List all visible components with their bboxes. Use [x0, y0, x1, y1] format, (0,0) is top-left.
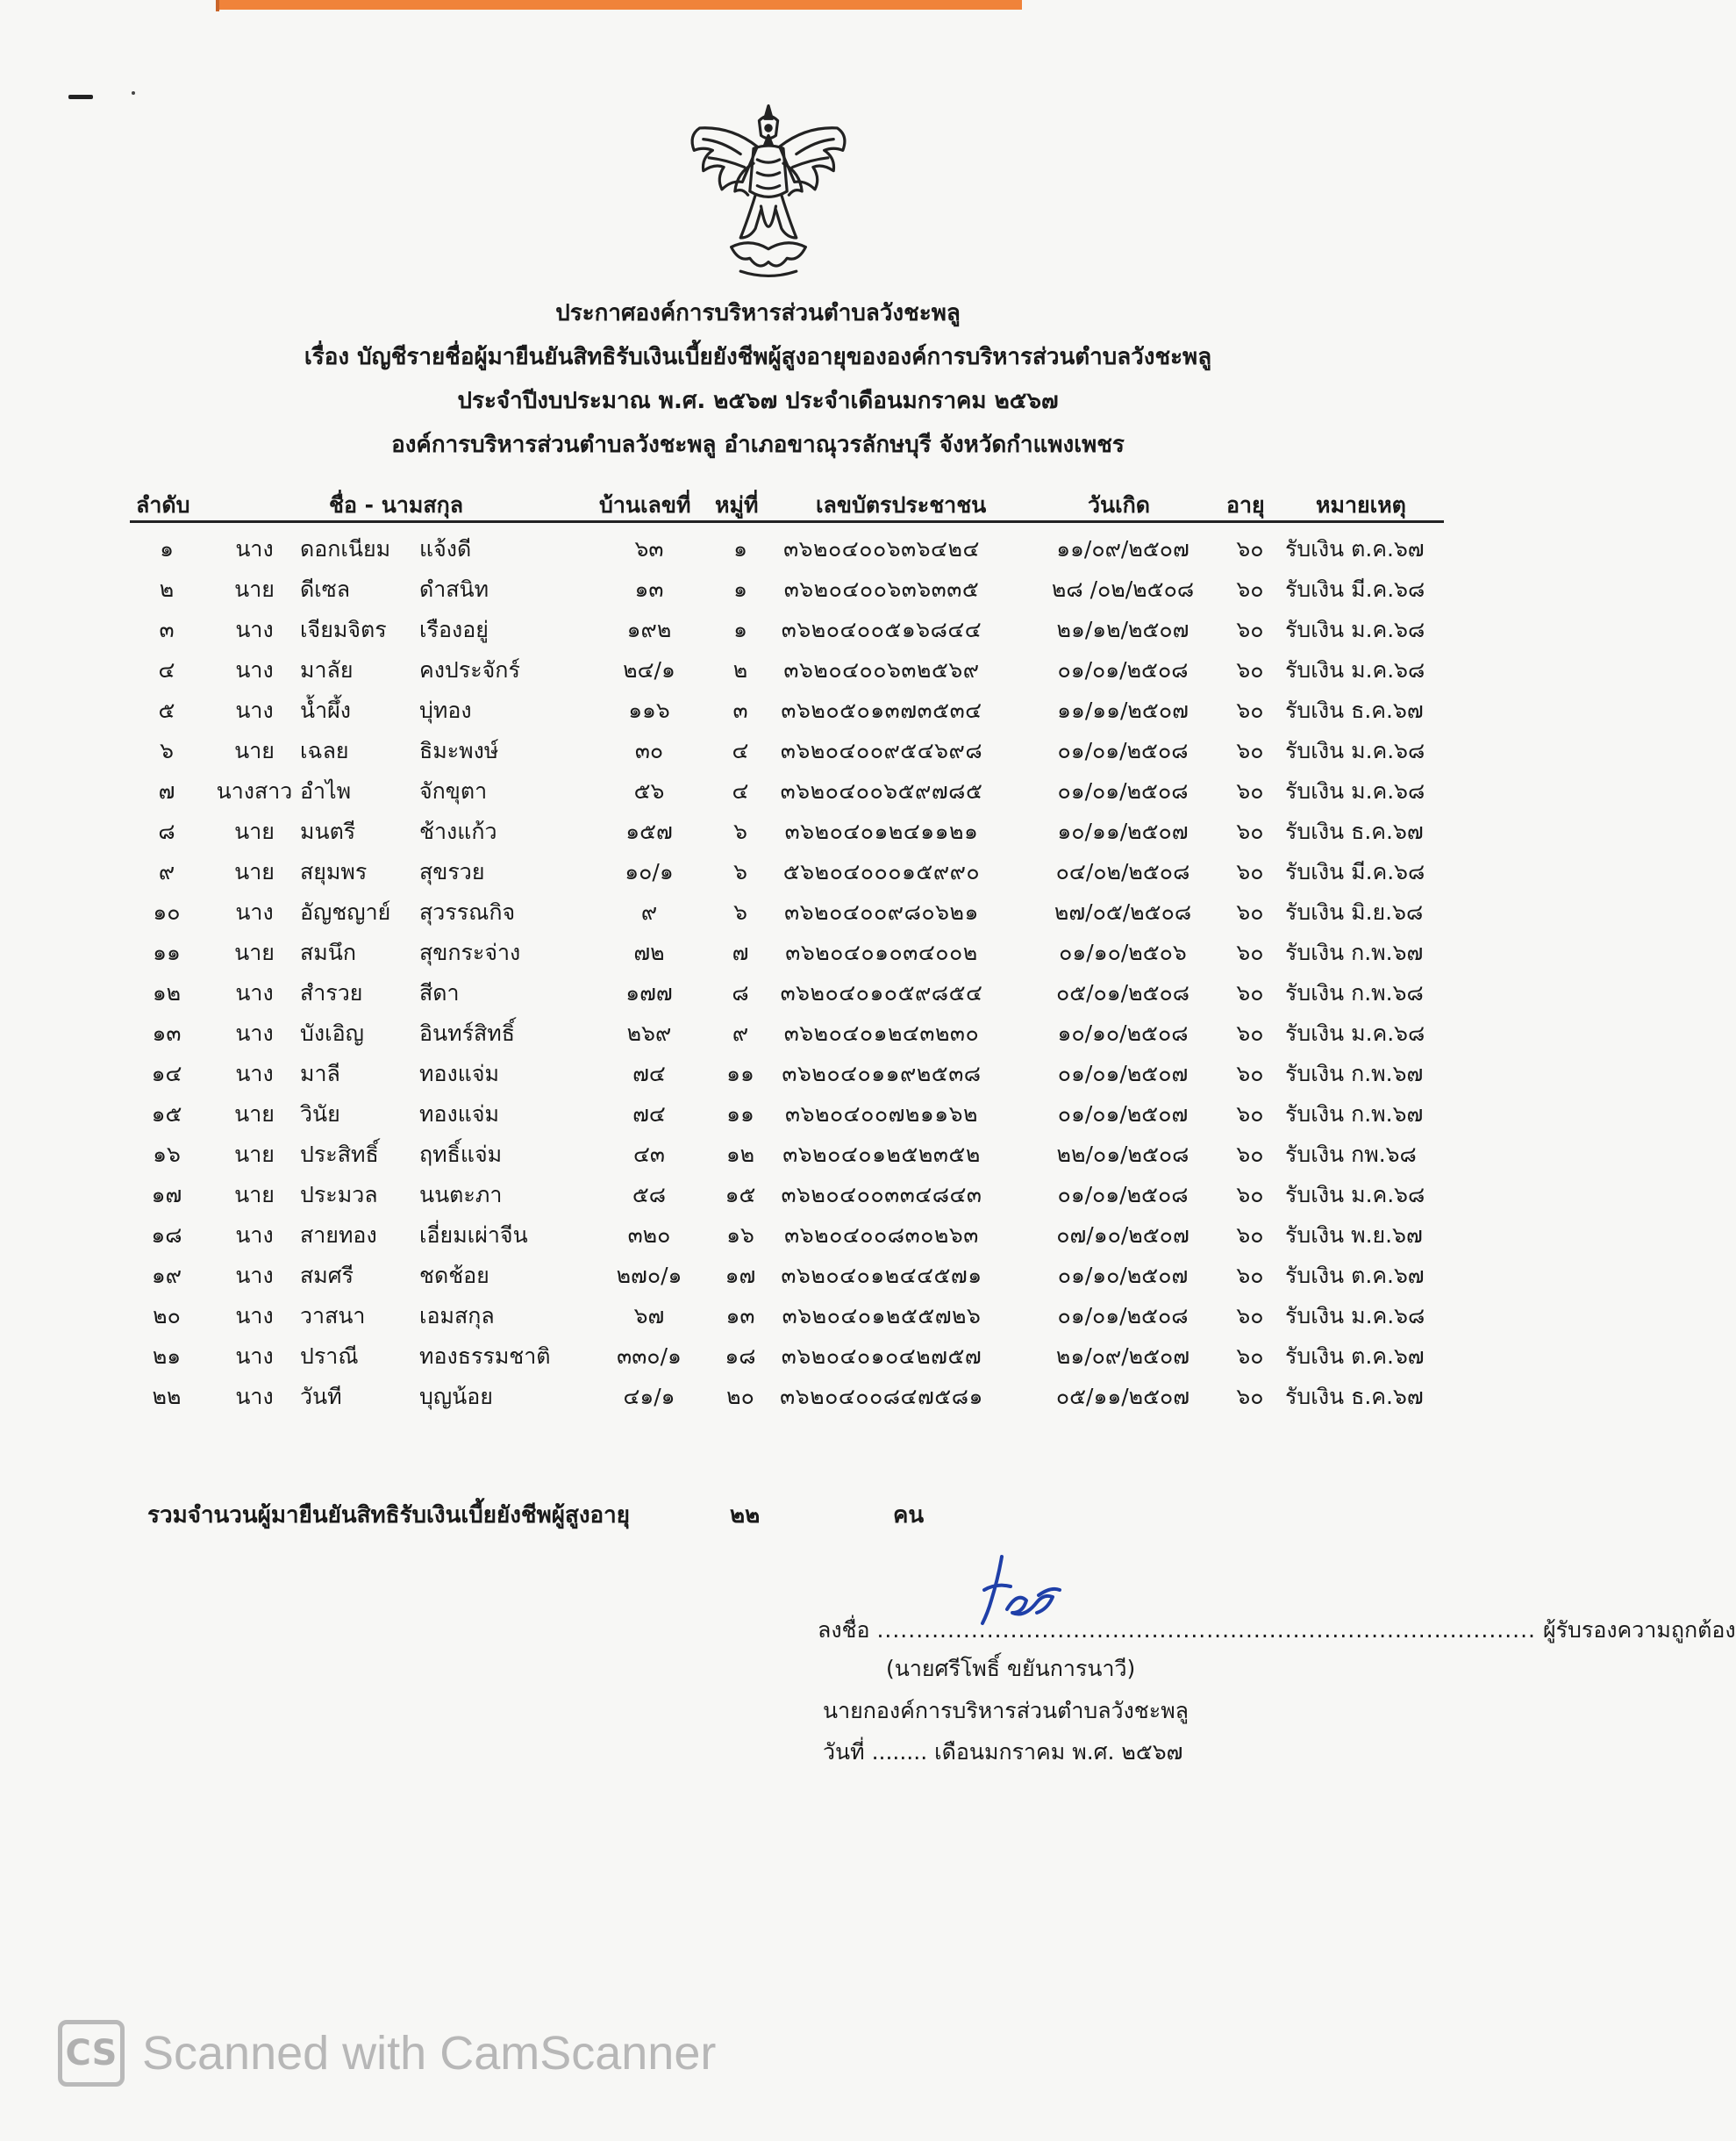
cell-last-name: อินทร์สิทธิ์	[419, 1020, 516, 1046]
table-row	[0, 1172, 1516, 1213]
cell-moo: ๑๖	[726, 1222, 754, 1248]
cell-age: ๖๐	[1236, 576, 1264, 602]
cell-last-name: ทองแจ่ม	[419, 1061, 499, 1086]
cell-first-name: ประมวล	[300, 1182, 378, 1207]
cell-note: รับเงิน ม.ค.๖๘	[1285, 1303, 1425, 1328]
cell-id: ๓๖๒๐๔๐๑๐๔๒๗๕๗	[781, 1343, 982, 1369]
cell-num: ๑	[160, 536, 174, 562]
cell-title: นาง	[235, 1303, 274, 1328]
header-rule	[130, 520, 1444, 523]
cell-id: ๓๖๒๐๔๐๑๒๕๕๗๒๖	[782, 1303, 982, 1328]
cell-house: ๗๔	[632, 1101, 666, 1127]
table-row	[0, 567, 1516, 607]
cell-moo: ๑	[733, 576, 747, 602]
cell-age: ๖๐	[1236, 1343, 1264, 1369]
cell-id: ๓๖๒๐๔๐๐๙๕๔๖๙๘	[780, 738, 983, 763]
table-row	[0, 728, 1516, 769]
cell-id: ๓๖๒๐๔๐๐๖๕๙๗๘๕	[780, 778, 983, 804]
cell-house: ๒๔/๑	[623, 657, 675, 683]
cell-moo: ๑	[733, 536, 747, 562]
cell-house: ๕๘	[632, 1182, 667, 1207]
cell-num: ๑๗	[151, 1182, 182, 1207]
title-line-2: เรื่อง บัญชีรายชื่อผู้มายืนยันสิทธิรับเงินเบี้ยยังชีพผู้สูงอายุขององค์การบริหารส่วนตำบลวังชะพลู	[304, 344, 1212, 370]
cell-note: รับเงิน ต.ค.๖๗	[1285, 1343, 1425, 1369]
cell-first-name: ดีเซล	[300, 576, 351, 602]
cell-birth: ๐๑/๐๑/๒๕๐๗	[1057, 1061, 1189, 1086]
cell-title: นาง	[235, 1020, 274, 1046]
cell-age: ๖๐	[1236, 1182, 1264, 1207]
cell-birth: ๐๑/๑๐/๒๕๐๗	[1057, 1263, 1189, 1288]
cell-title: นาง	[235, 698, 274, 723]
cell-age: ๖๐	[1236, 980, 1264, 1006]
cell-last-name: ทองธรรมชาติ	[419, 1343, 551, 1369]
cell-moo: ๒๐	[726, 1384, 754, 1409]
cell-moo: ๑๑	[726, 1061, 754, 1086]
cell-title: นาง	[235, 536, 274, 562]
cell-house: ๑๙๒	[626, 617, 672, 642]
cell-title: นาย	[234, 576, 275, 602]
cell-first-name: สมศรี	[300, 1263, 354, 1288]
cell-moo: ๑๒	[725, 1142, 755, 1167]
cell-birth: ๐๕/๑๑/๒๕๐๗	[1055, 1384, 1190, 1409]
cell-last-name: สุวรรณกิจ	[419, 899, 516, 925]
cell-moo: ๔	[732, 738, 749, 763]
cell-birth: ๐๕/๐๑/๒๕๐๘	[1055, 980, 1190, 1006]
cell-first-name: อัญชญาย์	[300, 899, 391, 925]
cell-num: ๑๓	[152, 1020, 182, 1046]
cell-note: รับเงิน ม.ค.๖๘	[1285, 738, 1425, 763]
table-row	[0, 849, 1516, 890]
cell-house: ๖๓	[634, 536, 664, 562]
cell-title: นาย	[234, 819, 275, 844]
cell-id: ๓๖๒๐๔๐๐๕๑๖๘๔๔	[781, 617, 982, 642]
cell-house: ๑๑๖	[628, 698, 670, 723]
cell-note: รับเงิน ต.ค.๖๗	[1285, 536, 1425, 562]
cell-first-name: ดอกเนียม	[300, 536, 391, 562]
table-row	[0, 769, 1516, 809]
cell-title: นาง	[235, 1263, 274, 1288]
cell-title: นาง	[235, 899, 274, 925]
camscanner-watermark	[58, 2018, 716, 2088]
cell-birth: ๑๑/๐๙/๒๕๐๗	[1056, 536, 1189, 562]
cell-num: ๒	[159, 576, 175, 602]
cell-id: ๓๖๒๐๔๐๐๖๓๖๔๒๔	[783, 536, 980, 562]
cell-first-name: สำรวย	[300, 980, 363, 1006]
cell-num: ๒๑	[152, 1343, 182, 1369]
watermark-text: Scanned with CamScanner	[142, 2027, 717, 2080]
cell-id: ๓๖๒๐๔๐๐๘๓๐๒๖๓	[784, 1222, 979, 1248]
cell-note: รับเงิน ธ.ค.๖๗	[1285, 1384, 1424, 1409]
cell-house: ๒๖๙	[626, 1020, 672, 1046]
cell-id: ๓๖๒๐๔๐๐๘๔๗๕๘๑	[780, 1384, 983, 1409]
cell-birth: ๐๑/๐๑/๒๕๐๘	[1057, 778, 1189, 804]
cell-title: นาย	[234, 940, 275, 965]
cell-id: ๓๖๒๐๔๐๑๒๕๒๓๕๒	[782, 1142, 981, 1167]
cell-age: ๖๐	[1236, 1061, 1264, 1086]
sign-role: ผู้รับรองความถูกต้อง	[1542, 1617, 1736, 1643]
cell-note: รับเงิน กพ.๖๘	[1285, 1142, 1417, 1167]
cell-id: ๓๖๒๐๔๐๐๓๓๔๘๔๓	[781, 1182, 982, 1207]
header-num: ลำดับ	[136, 492, 190, 518]
cell-birth: ๒๑/๑๒/๒๕๐๗	[1056, 617, 1189, 642]
title-line-3: ประจำปีงบประมาณ พ.ศ. ๒๕๖๗ ประจำเดือนมกราคม ๒๕๖๗	[457, 388, 1059, 414]
cell-first-name: มาลี	[300, 1061, 340, 1086]
cell-last-name: จักขุตา	[419, 778, 488, 804]
cell-last-name: บุ่ทอง	[419, 698, 472, 723]
cell-age: ๖๐	[1236, 1020, 1264, 1046]
cell-title: นาย	[234, 738, 275, 763]
cell-house: ๕๖	[633, 778, 665, 804]
cell-house: ๗๒	[633, 940, 665, 965]
cell-age: ๖๐	[1236, 617, 1264, 642]
cell-last-name: ธิมะพงษ์	[419, 738, 499, 763]
cell-num: ๑๑	[153, 940, 181, 965]
cell-birth: ๐๑/๐๑/๒๕๐๘	[1057, 657, 1189, 683]
cell-birth: ๐๑/๐๑/๒๕๐๘	[1057, 1303, 1189, 1328]
title-line-1: ประกาศองค์การบริหารส่วนตำบลวังชะพลู	[555, 300, 961, 326]
cell-birth: ๐๑/๐๑/๒๕๐๘	[1057, 738, 1189, 763]
date-label: วันที่	[823, 1739, 865, 1765]
cell-title: นาย	[234, 1101, 275, 1127]
cell-house: ๖๗	[633, 1303, 665, 1328]
cell-last-name: ช้างแก้ว	[419, 819, 497, 844]
cell-moo: ๑๗	[725, 1263, 756, 1288]
cell-id: ๓๖๒๐๔๐๑๑๙๒๕๓๘	[782, 1061, 982, 1086]
cell-first-name: สายทอง	[300, 1222, 377, 1248]
cell-moo: ๔	[732, 778, 749, 804]
table-header	[0, 484, 1516, 519]
cell-id: ๓๖๒๐๕๐๑๓๗๓๕๓๔	[781, 698, 982, 723]
cell-note: รับเงิน มี.ค.๖๘	[1285, 859, 1425, 884]
cell-title: นางสาว	[216, 778, 293, 804]
cell-age: ๖๐	[1236, 1142, 1264, 1167]
cell-house: ๒๗๐/๑	[616, 1263, 682, 1288]
cell-first-name: สยุมพร	[300, 859, 368, 884]
header-birth: วันเกิด	[1088, 492, 1151, 518]
cell-first-name: ปราณี	[300, 1343, 359, 1369]
scan-speck-dot	[132, 91, 135, 95]
cell-house: ๑๕๗	[625, 819, 673, 844]
table-row	[0, 1253, 1516, 1293]
cell-house: ๓๒๐	[627, 1222, 671, 1248]
cell-num: ๑๐	[153, 899, 181, 925]
cell-first-name: ประสิทธิ์	[300, 1142, 379, 1167]
cell-age: ๖๐	[1236, 698, 1264, 723]
cell-last-name: คงประจักร์	[419, 657, 520, 683]
cell-last-name: ชดช้อย	[419, 1263, 489, 1288]
cell-num: ๑๘	[151, 1222, 182, 1248]
cell-age: ๖๐	[1236, 536, 1264, 562]
header-id: เลขบัตรประชาชน	[816, 492, 987, 518]
cell-first-name: บังเอิญ	[300, 1020, 364, 1046]
cell-house: ๙	[640, 899, 658, 925]
cell-last-name: นนตะภา	[419, 1182, 503, 1207]
table-row	[0, 809, 1516, 849]
scan-speck	[68, 95, 93, 99]
cell-note: รับเงิน ธ.ค.๖๗	[1285, 698, 1424, 723]
cell-first-name: เฉลย	[300, 738, 349, 763]
header-moo: หมู่ที่	[715, 492, 759, 518]
cell-num: ๑๔	[151, 1061, 182, 1086]
table-row	[0, 648, 1516, 688]
cell-title: นาย	[234, 859, 275, 884]
table-row	[0, 1051, 1516, 1092]
cell-note: รับเงิน ม.ค.๖๘	[1285, 1182, 1425, 1207]
header-name: ชื่อ - นามสกุล	[329, 492, 464, 518]
signer-position: นายกองค์การบริหารส่วนตำบลวังชะพลู	[823, 1698, 1189, 1723]
cell-moo: ๓	[732, 698, 748, 723]
cell-num: ๑๕	[151, 1101, 182, 1127]
cell-last-name: เอี่ยมเผ่าจีน	[419, 1222, 528, 1248]
table-row	[0, 1293, 1516, 1334]
cell-num: ๘	[158, 819, 175, 844]
cell-house: ๑๗๗	[625, 980, 673, 1006]
summary-label: รวมจำนวนผู้มายืนยันสิทธิรับเงินเบี้ยยังชีพผู้สูงอายุ	[147, 1502, 630, 1529]
signature-line	[818, 1613, 1736, 1648]
signer-name: (นายศรีโพธิ์ ขยันการนาวี)	[886, 1656, 1136, 1681]
handwritten-signature-icon	[972, 1551, 1065, 1632]
table-row	[0, 526, 1516, 567]
table-row	[0, 1092, 1516, 1132]
cell-num: ๒๒	[152, 1384, 182, 1409]
cell-note: รับเงิน ต.ค.๖๗	[1285, 1263, 1425, 1288]
cell-birth: ๒๑/๐๙/๒๕๐๗	[1055, 1343, 1190, 1369]
cell-num: ๗	[158, 778, 175, 804]
cell-first-name: วันที	[300, 1384, 342, 1409]
cell-last-name: สุขกระจ่าง	[419, 940, 521, 965]
cell-id: ๓๖๒๐๔๐๑๒๔๑๑๒๑	[784, 819, 979, 844]
cell-last-name: ฤทธิ์แจ่ม	[419, 1142, 503, 1167]
cell-age: ๖๐	[1236, 899, 1264, 925]
summary-count: ๒๒	[730, 1502, 761, 1529]
cell-birth: ๐๔/๐๒/๒๕๐๘	[1055, 859, 1190, 884]
cell-num: ๓	[159, 617, 175, 642]
cell-title: นาง	[235, 980, 274, 1006]
cell-last-name: เรืองอยู่	[419, 617, 489, 642]
table-row	[0, 1374, 1516, 1414]
cell-title: นาง	[235, 1222, 274, 1248]
cell-birth: ๐๑/๐๑/๒๕๐๘	[1057, 1182, 1189, 1207]
cell-id: ๓๖๒๐๔๐๐๖๓๖๓๓๕	[783, 576, 980, 602]
cell-house: ๓๓๐/๑	[617, 1343, 682, 1369]
table-row	[0, 890, 1516, 930]
title-line-4: องค์การบริหารส่วนตำบลวังชะพลู อำเภอขาณุวรลักษบุรี จังหวัดกำแพงเพชร	[391, 432, 1125, 458]
cell-title: นาง	[235, 1061, 274, 1086]
cell-birth: ๑๐/๑๑/๒๕๐๗	[1057, 819, 1189, 844]
table-row	[0, 1334, 1516, 1374]
cell-moo: ๖	[733, 899, 747, 925]
cell-num: ๕	[158, 698, 175, 723]
cell-id: ๓๖๒๐๔๐๑๐๓๔๐๐๒	[785, 940, 978, 965]
cell-moo: ๖	[733, 819, 747, 844]
cell-birth: ๒๗/๐๕/๒๕๐๘	[1054, 899, 1192, 925]
cell-moo: ๑๕	[725, 1182, 756, 1207]
cell-last-name: สีดา	[419, 980, 460, 1006]
cell-birth: ๑๑/๑๑/๒๕๐๗	[1057, 698, 1189, 723]
cell-first-name: เจียมจิตร	[300, 617, 387, 642]
cell-house: ๓๐	[634, 738, 664, 763]
table-row	[0, 1213, 1516, 1253]
date-line	[823, 1735, 1182, 1770]
cell-note: รับเงิน ก.พ.๖๗	[1285, 940, 1424, 965]
top-color-band-edge	[216, 0, 219, 11]
cell-age: ๖๐	[1236, 859, 1264, 884]
cell-house: ๔๓	[632, 1142, 665, 1167]
cell-last-name: แจ้งดี	[419, 536, 472, 562]
cell-birth: ๒๘ /๐๒/๒๕๐๘	[1051, 576, 1195, 602]
cell-id: ๕๖๒๐๔๐๐๐๑๕๙๙๐	[782, 859, 981, 884]
header-house: บ้านเลขที่	[599, 492, 691, 518]
cell-house: ๑๐/๑	[625, 859, 674, 884]
cell-note: รับเงิน ม.ค.๖๘	[1285, 657, 1425, 683]
cell-num: ๑๒	[152, 980, 182, 1006]
cell-id: ๓๖๒๐๔๐๐๖๓๒๕๖๙	[783, 657, 980, 683]
cell-age: ๖๐	[1236, 1384, 1264, 1409]
header-age: อายุ	[1226, 492, 1265, 518]
cell-moo: ๑๑	[726, 1101, 754, 1127]
cell-age: ๖๐	[1236, 738, 1264, 763]
cell-num: ๙	[158, 859, 175, 884]
table-row	[0, 930, 1516, 970]
cell-birth: ๑๐/๑๐/๒๕๐๘	[1057, 1020, 1189, 1046]
cell-birth: ๐๗/๑๐/๒๕๐๗	[1056, 1222, 1189, 1248]
camscanner-logo-icon: CS	[58, 2020, 125, 2087]
cell-title: นาย	[234, 1142, 275, 1167]
cell-age: ๖๐	[1236, 657, 1264, 683]
cell-birth: ๒๒/๐๑/๒๕๐๘	[1056, 1142, 1189, 1167]
cell-note: รับเงิน ก.พ.๖๗	[1285, 1061, 1424, 1086]
cell-num: ๑๖	[153, 1142, 181, 1167]
cell-note: รับเงิน ก.พ.๖๗	[1285, 1101, 1424, 1127]
cell-first-name: มนตรี	[300, 819, 356, 844]
top-color-band	[219, 0, 1022, 10]
cell-note: รับเงิน ม.ค.๖๘	[1285, 617, 1425, 642]
table-row	[0, 1011, 1516, 1051]
cell-moo: ๑๓	[725, 1303, 755, 1328]
cell-age: ๖๐	[1236, 1101, 1264, 1127]
cell-id: ๓๖๒๐๔๐๑๒๔๔๕๗๑	[781, 1263, 982, 1288]
cell-title: นาง	[235, 1384, 274, 1409]
cell-num: ๖	[160, 738, 174, 763]
cell-birth: ๐๑/๐๑/๒๕๐๗	[1057, 1101, 1189, 1127]
cell-house: ๔๑/๑	[623, 1384, 675, 1409]
cell-first-name: สมนึก	[300, 940, 356, 965]
sign-dots: ....................................................................................	[876, 1617, 1536, 1643]
cell-house: ๑๓	[634, 576, 664, 602]
cell-note: รับเงิน ก.พ.๖๘	[1285, 980, 1424, 1006]
cell-id: ๓๖๒๐๔๐๑๒๔๓๒๓๐	[783, 1020, 980, 1046]
cell-first-name: น้ำผึ้ง	[300, 698, 351, 723]
cell-house: ๗๔	[632, 1061, 666, 1086]
cell-age: ๖๐	[1236, 819, 1264, 844]
cell-title: นาย	[234, 1182, 275, 1207]
cell-first-name: มาลัย	[300, 657, 354, 683]
cell-moo: ๑	[733, 617, 747, 642]
cell-age: ๖๐	[1236, 940, 1264, 965]
cell-moo: ๖	[733, 859, 747, 884]
cell-first-name: อำไพ	[300, 778, 352, 804]
cell-note: รับเงิน ม.ค.๖๘	[1285, 778, 1425, 804]
cell-moo: ๑๘	[725, 1343, 756, 1369]
cell-moo: ๘	[732, 980, 749, 1006]
cell-last-name: ทองแจ่ม	[419, 1101, 499, 1127]
summary-unit: คน	[893, 1502, 925, 1529]
table-row	[0, 688, 1516, 728]
cell-moo: ๙	[732, 1020, 749, 1046]
date-dots: ........	[871, 1739, 928, 1765]
table-row	[0, 607, 1516, 648]
cell-note: รับเงิน ม.ค.๖๘	[1285, 1020, 1425, 1046]
cell-num: ๑๙	[151, 1263, 182, 1288]
cell-moo: ๗	[732, 940, 749, 965]
cell-last-name: ดำสนิท	[419, 576, 489, 602]
cell-first-name: วินัย	[300, 1101, 340, 1127]
cell-note: รับเงิน มิ.ย.๖๘	[1285, 899, 1424, 925]
cell-birth: ๐๑/๑๐/๒๕๐๖	[1059, 940, 1187, 965]
table-row	[0, 1132, 1516, 1172]
cell-id: ๓๖๒๐๔๐๐๗๒๑๑๖๒	[784, 1101, 978, 1127]
cell-age: ๖๐	[1236, 778, 1264, 804]
cell-title: นาง	[235, 617, 274, 642]
cell-id: ๓๖๒๐๔๐๑๐๕๙๘๕๔	[780, 980, 983, 1006]
cell-note: รับเงิน พ.ย.๖๗	[1285, 1222, 1423, 1248]
table-row	[0, 970, 1516, 1011]
cell-age: ๖๐	[1236, 1222, 1264, 1248]
cell-last-name: สุขรวย	[419, 859, 485, 884]
cell-last-name: เอมสกุล	[419, 1303, 495, 1328]
sign-label: ลงชื่อ	[818, 1617, 870, 1643]
garuda-emblem-icon	[675, 98, 861, 284]
cell-id: ๓๖๒๐๔๐๐๙๘๐๖๒๑	[784, 899, 979, 925]
cell-moo: ๒	[732, 657, 748, 683]
cell-note: รับเงิน มี.ค.๖๘	[1285, 576, 1425, 602]
cell-age: ๖๐	[1236, 1263, 1264, 1288]
date-rest: เดือนมกราคม พ.ศ. ๒๕๖๗	[934, 1739, 1183, 1765]
cell-first-name: วาสนา	[300, 1303, 366, 1328]
cell-title: นาง	[235, 1343, 274, 1369]
cell-num: ๒๐	[153, 1303, 181, 1328]
header-note: หมายเหตุ	[1316, 492, 1406, 518]
cell-age: ๖๐	[1236, 1303, 1264, 1328]
cell-last-name: บุญน้อย	[419, 1384, 493, 1409]
cell-title: นาง	[235, 657, 274, 683]
cell-note: รับเงิน ธ.ค.๖๗	[1285, 819, 1424, 844]
cell-num: ๔	[158, 657, 175, 683]
